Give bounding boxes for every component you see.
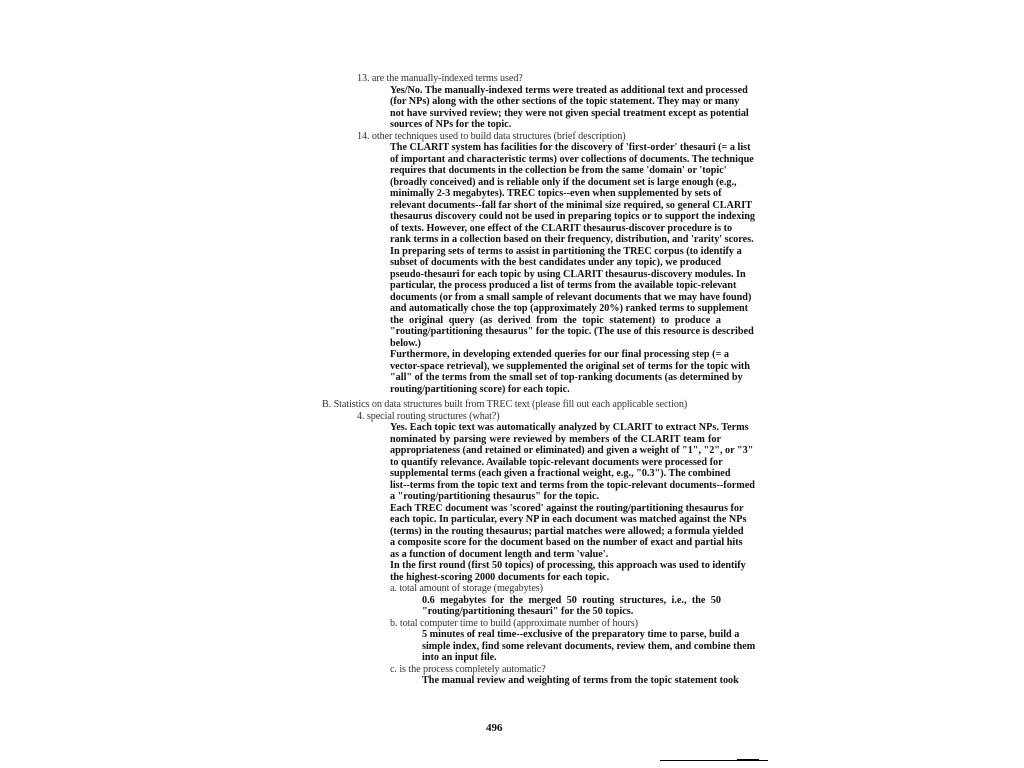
question-14-answer-line: the original query (as derived from the topic statement) to produce a xyxy=(390,314,721,326)
question-4-answer-line: list--terms from the topic text and terms from the topic-relevant documents--formed xyxy=(390,479,755,491)
question-14-answer-line: "all" of the terms from the small set of top-ranking documents (as determined by xyxy=(390,372,743,383)
subquestion-a-label: a. total amount of storage (megabytes) xyxy=(390,583,543,594)
question-4-answer-line: nominated by parsing were reviewed by members of the CLARIT team for xyxy=(390,433,721,445)
question-14-label: 14. other techniques used to build data structures (brief description) xyxy=(357,130,626,142)
subquestion-c-label: c. is the process completely automatic? xyxy=(390,663,546,675)
question-4-answer-line: to quantify relevance. Available topic-relevant documents were processed for xyxy=(390,456,723,468)
page-number: 496 xyxy=(486,722,503,734)
question-14-answer-line: Furthermore, in developing extended queries for our final processing step (= a xyxy=(390,349,729,360)
section-b-heading: B. Statistics on data structures built from TREC text (please fill out each applicable section) xyxy=(322,399,688,410)
question-14-answer-line: thesaurus discovery could not be used in preparing topics or to support the indexing xyxy=(390,211,756,222)
question-14-answer-line: of texts. However, one effect of the CLARIT thesaurus-discover procedure is to xyxy=(390,222,733,234)
question-14-answer-line: rank terms in a collection based on their frequency, distribution, and 'rarity' scores. xyxy=(390,234,754,245)
question-14-answer-line: particular, the process produced a list of terms from the available topic-relevant xyxy=(390,280,737,291)
question-14-answer-line: below.) xyxy=(390,337,421,349)
question-14-answer-line: (broadly conceived) and is reliable only if the document set is large enough (e.g., xyxy=(390,176,737,188)
question-13-answer-line: not have survived review; they were not given special treatment except as potential xyxy=(390,107,749,119)
question-4-answer-line: a composite score for the document based on the number of exact and partial hits xyxy=(390,537,743,548)
question-14-answer-line: relevant documents--fall far short of the minimal size required, so general CLARIT xyxy=(390,199,752,211)
question-4-answer-line: appropriateness (and retained or eliminated) and given a weight of "1", "2", or "3" xyxy=(390,445,754,456)
subquestion-a-answer-line: "routing/partitioning thesauri" for the 50 topics. xyxy=(422,606,634,617)
question-4-answer-line: the highest-scoring 2000 documents for each topic. xyxy=(390,571,610,583)
question-14-answer-line: and automatically chose the top (approximately 20%) ranked terms to supplement xyxy=(390,303,749,314)
question-13-answer-line: (for NPs) along with the other sections of the topic statement. They may or many xyxy=(390,96,740,107)
subquestion-c-answer-line: The manual review and weighting of terms from the topic statement took xyxy=(422,675,739,686)
subquestion-b-answer-line: simple index, find some relevant documents, review them, and combine them xyxy=(422,640,756,652)
question-4-answer-line: supplemental terms (each given a fractional weight, e.g., "0.3"). The combined xyxy=(390,468,731,479)
question-14-answer-line: documents (or from a small sample of relevant documents that we may have found) xyxy=(390,291,752,303)
question-14-answer-line: "routing/partitioning thesaurus" for the topic. (The use of this resource is described xyxy=(390,326,754,337)
question-4-answer-line: each topic. In particular, every NP in each document was matched against the NPs xyxy=(390,514,747,525)
footer-rule-mark xyxy=(737,759,759,761)
question-13-answer-line: Yes/No. The manually-indexed terms were treated as additional text and processed xyxy=(390,84,748,96)
question-4-answer-line: as a function of document length and term 'value'. xyxy=(390,548,609,560)
question-14-answer-line: vector-space retrieval), we supplemented the original set of terms for the topic with xyxy=(390,360,750,372)
question-4-answer-line: In the first round (first 50 topics) of processing, this approach was used to identify xyxy=(390,560,746,571)
subquestion-b-answer-line: into an input file. xyxy=(422,652,497,663)
question-4-label: 4. special routing structures (what?) xyxy=(357,410,500,422)
question-4-answer-line: Each TREC document was 'scored' against the routing/partitioning thesaurus for xyxy=(390,502,744,514)
question-14-answer-line: pseudo-thesauri for each topic by using CLARIT thesaurus-discovery modules. In xyxy=(390,268,746,280)
question-14-answer-line: The CLARIT system has facilities for the discovery of 'first-order' thesauri (= a list xyxy=(390,142,751,153)
question-14-answer-line: of important and characteristic terms) over collections of documents. The technique xyxy=(390,153,754,165)
question-13-label: 13. are the manually-indexed terms used? xyxy=(357,73,523,84)
subquestion-a-answer-line: 0.6 megabytes for the merged 50 routing structures, i.e., the 50 xyxy=(422,594,721,606)
question-4-answer-line: (terms) in the routing thesaurus; partial matches were allowed; a formula yielded xyxy=(390,525,744,537)
question-14-answer-line: In preparing sets of terms to assist in partitioning the TREC corpus (to identify a xyxy=(390,245,742,257)
question-14-answer-line: routing/partitioning score) for each topic. xyxy=(390,383,570,395)
question-14-answer-line: subset of documents with the best candidates under any topic), we produced xyxy=(390,257,721,268)
subquestion-b-answer-line: 5 minutes of real time--exclusive of the preparatory time to parse, build a xyxy=(422,629,740,640)
question-14-answer-line: requires that documents in the collection be from the same 'domain' or 'topic' xyxy=(390,165,727,176)
question-4-answer-line: a "routing/partitioning thesaurus" for the topic. xyxy=(390,491,600,502)
question-13-answer-line: sources of NPs for the topic. xyxy=(390,119,512,130)
question-4-answer-line: Yes. Each topic text was automatically analyzed by CLARIT to extract NPs. Terms xyxy=(390,422,749,433)
subquestion-b-label: b. total computer time to build (approximate number of hours) xyxy=(390,617,638,629)
question-14-answer-line: minimally 2-3 megabytes). TREC topics--even when supplemented by sets of xyxy=(390,188,722,199)
